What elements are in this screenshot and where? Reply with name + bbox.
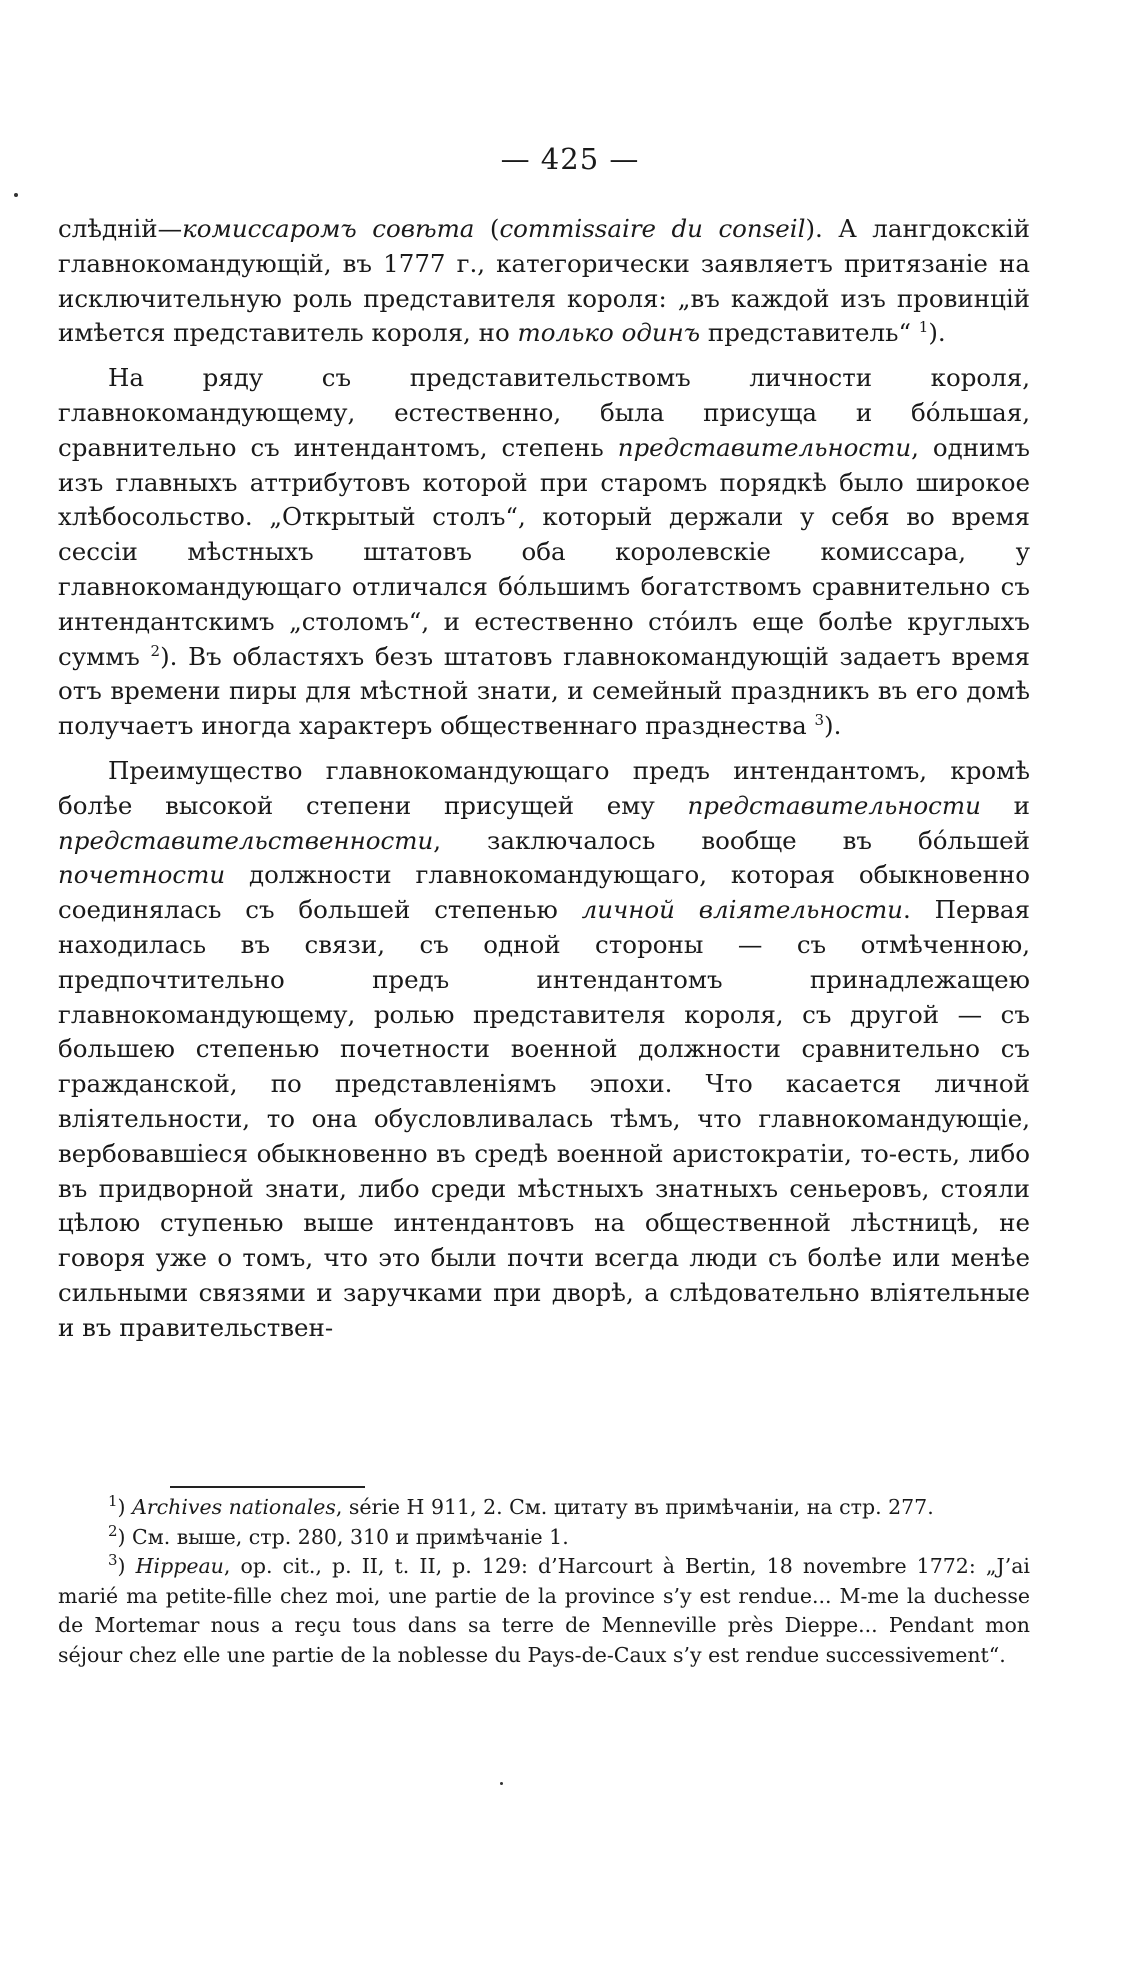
text-span: ). Въ областяхъ безъ штатовъ главнокомандующій задаетъ время отъ времени пиры для мѣстной знати, и семейный праздникъ въ его домѣ получаетъ иногда характеръ общественнаго празднества <box>58 641 1030 741</box>
italic-span: только одинъ <box>517 318 701 348</box>
paragraph-3 <box>58 754 1030 1346</box>
text-span: Преимущество главнокомандующаго предъ интендантомъ, кромѣ болѣе высокой степени присущей ему <box>58 755 1030 820</box>
text-span: ) <box>117 1554 136 1578</box>
text-span: . Первая находилась въ связи, съ одной стороны — съ отмѣченною, предпочтительно предъ интендантомъ принадлежащею главнокомандующему, ролью представителя короля, съ другой — съ большею степенью почетности военной должности сравнительно съ гражданской, по представленіямъ эпохи. Что касается личной вліятельности, то она обусловливалась тѣмъ, что главнокомандующіе, вербовавшіеся обыкновенно въ средѣ военной аристократіи, то-есть, либо въ придворной знати, либо среди мѣстныхъ знатныхъ сеньеровъ, стояли цѣлою ступенью выше интендантовъ на общественной лѣстницѣ, не говоря уже о томъ, что это были почти всегда люди съ болѣе или менѣе сильными связями и заручками при дворѣ, а слѣдовательно вліятельные и въ правительствен- <box>58 895 1030 1342</box>
footnote-marker: 3 <box>108 1551 118 1570</box>
text-span: , однимъ изъ главныхъ аттрибутовъ которой при старомъ порядкѣ было широкое хлѣбосольство. „Открытый столъ“, который держали у себя во время сессіи мѣстныхъ штатовъ оба королевскіе комиссара, у главнокомандующаго отличался бо́льшимъ богатствомъ сравнительно съ интендантскимъ „столомъ“, и естественно сто́илъ еще болѣе круглыхъ суммъ <box>58 432 1030 671</box>
footnote-marker: 2 <box>150 641 161 660</box>
text-span: , op. cit., p. II, t. II, p. 129: d’Harcourt à Bertin, 18 novembre 1772: „J’ai marié ma petite-fille chez moi, une partie de la province s’y est rendue... M-me la duchesse de Mortemar nous a reçu tous dans sa terre de Menneville près Dieppe... Pendant mon séjour chez elle une partie de la noblesse du Pays-de-Caux s’y est rendue successivement“. <box>58 1554 1030 1667</box>
text-span: представитель“ <box>700 318 919 348</box>
footnotes <box>58 1493 1030 1670</box>
scan-speck <box>14 193 18 197</box>
footnote-2 <box>58 1523 1030 1553</box>
text-span: , série H 911, 2. См. цитату въ примѣчаніи, на стр. 277. <box>335 1495 934 1519</box>
italic-span: commissaire du conseil <box>499 214 806 243</box>
italic-span: Hippeau <box>135 1554 224 1578</box>
text-span: ( <box>474 214 500 243</box>
paragraph-1 <box>58 212 1030 351</box>
italic-span: Archives nationales <box>132 1495 336 1519</box>
italic-span: комиссаромъ совѣта <box>182 214 475 243</box>
text-span: слѣдній— <box>58 214 183 243</box>
paragraph-2 <box>58 361 1030 744</box>
text-span: должности главнокомандующаго, которая обыкновенно соединялась съ большей степенью <box>58 860 1030 925</box>
footnote-marker: 1 <box>918 318 929 337</box>
footnote-1 <box>58 1493 1030 1523</box>
text-span: ). А лангдокскій главнокомандующій, въ 1777 г., категорически заявляетъ притязаніе на исключительную роль представителя короля: „въ каждой изъ провинцій имѣется представитель короля, но <box>58 214 1030 348</box>
text-span: ). <box>928 318 946 348</box>
italic-span: представительности <box>617 432 912 462</box>
italic-span: личной вліятельности <box>581 895 903 925</box>
main-text <box>58 212 1030 1346</box>
footnote-marker: 1 <box>108 1492 118 1511</box>
page-number: — 425 — <box>500 142 640 176</box>
text-span: ) <box>117 1495 133 1519</box>
text-span: На ряду съ представительствомъ личности короля, главнокомандующему, естественно, была присуща и бо́льшая, сравнительно съ интендантомъ, степень <box>58 363 1030 462</box>
footnote-marker: 2 <box>108 1521 118 1540</box>
footnote-divider <box>170 1486 365 1488</box>
italic-span: представительственности <box>58 825 434 855</box>
scan-speck <box>500 1782 503 1785</box>
footnote-3 <box>58 1552 1030 1670</box>
footnote-marker: 3 <box>814 711 825 729</box>
text-span: , заключалось вообще въ бо́льшей <box>433 825 1030 855</box>
text-span: ) См. выше, стр. 280, 310 и примѣчаніе 1. <box>117 1524 569 1549</box>
italic-span: почетности <box>58 860 226 890</box>
text-span: ). <box>824 711 842 741</box>
text-span: и <box>980 790 1030 820</box>
italic-span: представительности <box>687 790 981 820</box>
